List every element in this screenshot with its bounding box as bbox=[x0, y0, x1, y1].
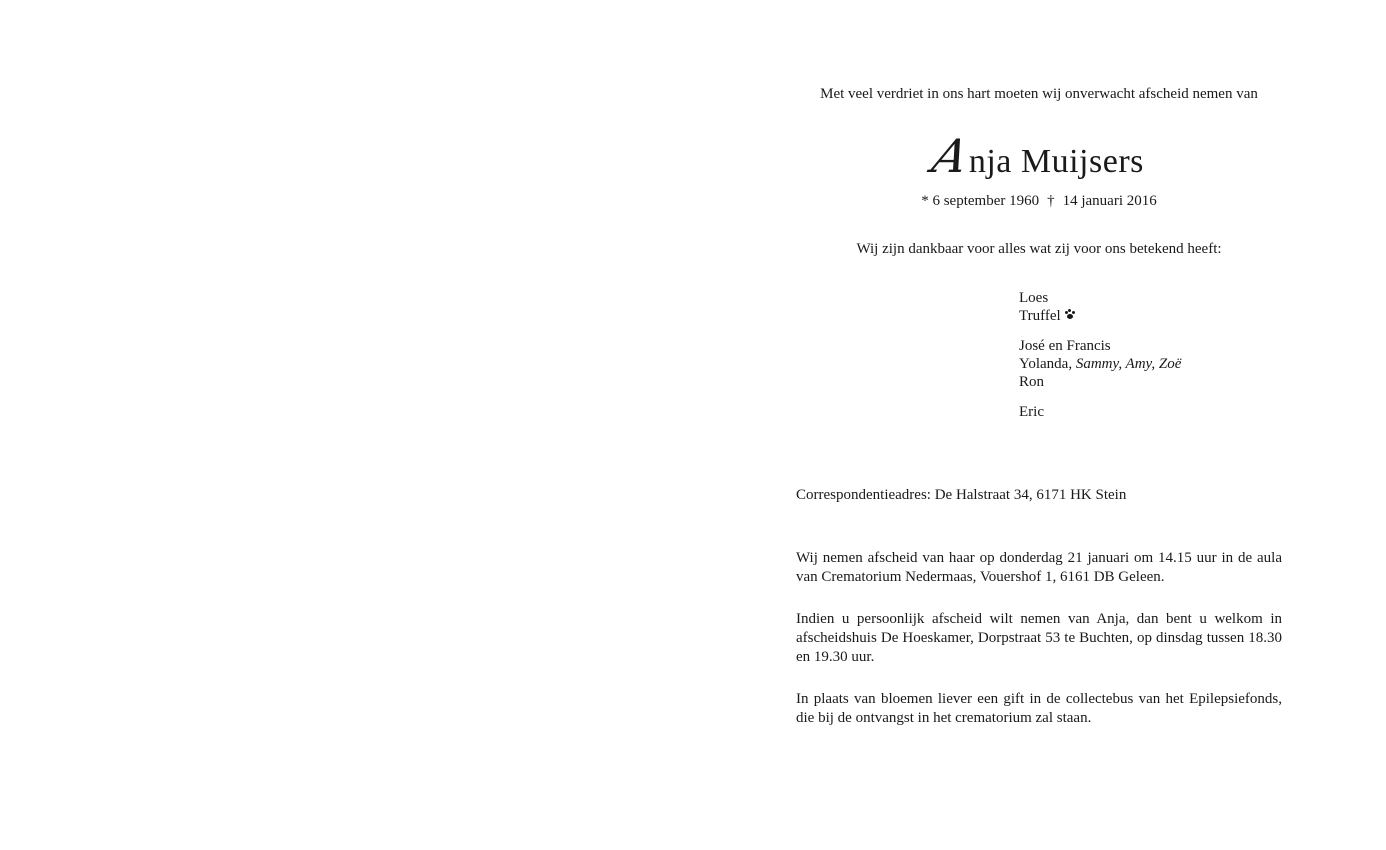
cross-symbol: † bbox=[1047, 193, 1055, 209]
birth-date: * 6 september 1960 bbox=[921, 193, 1040, 209]
farewell-paragraph: Wij nemen afscheid van haar op donderdag 21 januari om 14.15 uur in de aula van Crematorium Nedermaas, Vouershof 1, 6161 DB Geleen. bbox=[796, 550, 1282, 585]
name-rest: nja Muijsers bbox=[968, 143, 1144, 180]
family-group bbox=[1019, 289, 1279, 325]
family-group bbox=[1019, 337, 1279, 391]
intro-text: Met veel verdriet in ons hart moeten wij onverwacht afscheid nemen van bbox=[820, 86, 1258, 102]
family-member bbox=[1019, 307, 1279, 325]
death-date: 14 januari 2016 bbox=[1062, 193, 1157, 209]
member-name: Yolanda, bbox=[1019, 356, 1073, 372]
correspondence-address: Correspondentieadres: De Halstraat 34, 6171 HK Stein bbox=[796, 487, 1127, 503]
life-dates bbox=[796, 192, 1282, 211]
family-member: Loes bbox=[1019, 290, 1049, 306]
family-group bbox=[1019, 403, 1279, 421]
pet-name: Truffel bbox=[1019, 308, 1061, 324]
thanks-text: Wij zijn dankbaar voor alles wat zij voor ons betekend heeft: bbox=[856, 241, 1222, 257]
donation-paragraph: In plaats van bloemen liever een gift in de collectebus van het Epilepsiefonds, die bij de ontvangst in het crematorium zal staan. bbox=[796, 691, 1282, 726]
deceased-name bbox=[796, 128, 1282, 190]
family-member: Ron bbox=[1019, 374, 1045, 390]
visitation-paragraph: Indien u persoonlijk afscheid wilt nemen van Anja, dan bent u welkom in afscheidshuis De Hoeskamer, Dorpstraat 53 te Buchten, op dinsdag tussen 18.30 en 19.30 uur. bbox=[796, 611, 1282, 665]
pet-names: Sammy, Amy, Zoë bbox=[1075, 356, 1182, 372]
family-member: José en Francis bbox=[1019, 338, 1111, 354]
name-initial: A bbox=[927, 129, 975, 183]
family-member bbox=[1019, 355, 1279, 373]
family-member: Eric bbox=[1019, 404, 1044, 420]
paw-icon bbox=[1065, 310, 1075, 320]
family-list bbox=[1019, 289, 1279, 433]
mourning-card-page bbox=[796, 0, 1282, 850]
